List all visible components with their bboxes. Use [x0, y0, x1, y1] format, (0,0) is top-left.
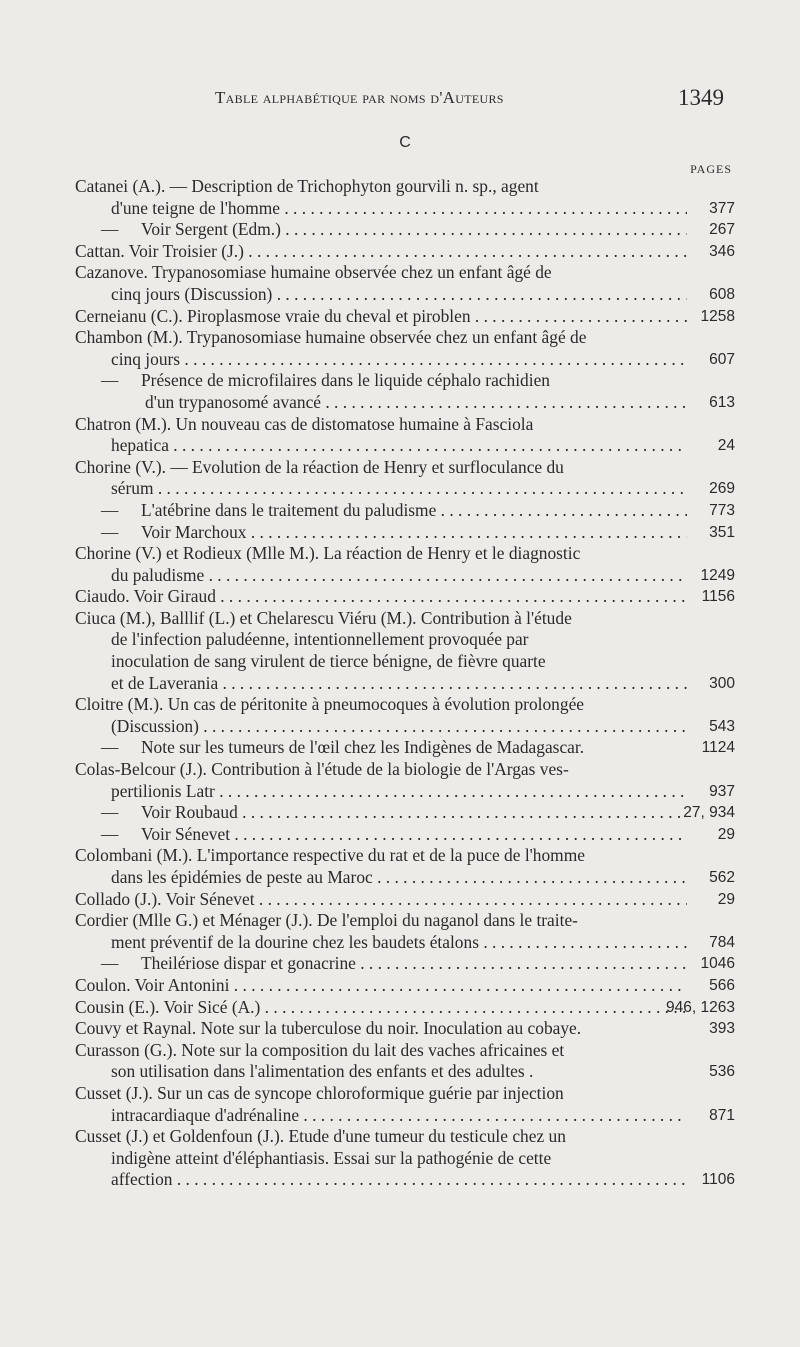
index-entry	[75, 953, 735, 975]
entry-line	[75, 889, 687, 911]
entry-line	[75, 565, 687, 587]
entry-page-ref: 1249	[700, 566, 735, 584]
entry-line	[75, 1169, 687, 1191]
entry-text: cinq jours (Discussion)	[111, 283, 273, 304]
entry-line	[75, 478, 687, 500]
entry-text: pertilionis Latr	[111, 780, 215, 801]
entry-line	[75, 500, 687, 522]
entry-text: Voir Sénevet	[141, 823, 231, 844]
entry-text: Curasson (G.). Note sur la composition du lait des vaches africaines et	[75, 1039, 565, 1060]
index-entry	[75, 1083, 735, 1126]
entry-line	[75, 737, 687, 759]
index-entry	[75, 543, 735, 586]
entry-line	[75, 370, 687, 392]
entry-text: Cattan. Voir Troisier (J.)	[75, 240, 244, 261]
entry-text: inoculation de sang virulent de tierce bénigne, de fièvre quarte	[111, 651, 546, 672]
index-entry	[75, 845, 735, 888]
ditto-dash: —	[101, 802, 119, 823]
entry-line	[75, 867, 687, 889]
index-entry	[75, 522, 735, 544]
entry-line	[75, 629, 687, 651]
entry-line	[75, 910, 687, 932]
entry-text: Cloitre (M.). Un cas de péritonite à pneumocoques à évolution prolongée	[75, 694, 585, 715]
entry-line	[75, 414, 687, 436]
entry-text: d'une teigne de l'homme	[111, 197, 281, 218]
entry-page-ref: 1156	[701, 588, 735, 606]
section-letter: C	[399, 134, 411, 151]
entry-text: Cerneianu (C.). Piroplasmose vraie du cheval et piroblen	[75, 305, 471, 326]
entry-page-ref: 1258	[700, 307, 735, 325]
ditto-dash: —	[101, 219, 119, 240]
index-entry	[75, 219, 735, 241]
entry-line	[75, 1148, 687, 1170]
entry-line	[75, 997, 687, 1019]
entry-text: Chorine (V.) et Rodieux (Mlle M.). La réaction de Henry et le diagnostic	[75, 543, 581, 564]
entry-line	[75, 1083, 687, 1105]
entry-line	[75, 198, 687, 220]
entry-line	[75, 176, 687, 198]
entry-line	[75, 975, 687, 997]
entry-text: Cusset (J.) et Goldenfoun (J.). Etude d'une tumeur du testicule chez un	[75, 1126, 566, 1147]
entry-line	[75, 522, 687, 544]
index-entry	[75, 997, 735, 1019]
entry-page-ref: 543	[709, 717, 735, 735]
index-entry	[75, 1040, 735, 1083]
index-entry	[75, 759, 735, 802]
ditto-dash: —	[101, 499, 119, 520]
entry-line	[75, 306, 687, 328]
entry-page-ref: 562	[709, 869, 735, 886]
entry-page-ref: 24	[717, 437, 735, 455]
entry-line	[75, 673, 687, 695]
running-title: Table alphabétique par noms d'Auteurs	[215, 88, 504, 107]
index-entry	[75, 910, 735, 953]
entry-text: L'atébrine dans le traitement du paludisme	[141, 499, 437, 520]
entry-page-ref: 393	[709, 1020, 735, 1038]
entry-text: Couvy et Raynal. Note sur la tuberculose du noir. Inoculation au cobaye.	[75, 1018, 582, 1039]
entry-page-ref: 1106	[701, 1171, 735, 1189]
entry-text: Chatron (M.). Un nouveau cas de distomatose humaine à Fasciola	[75, 413, 534, 434]
index-entry	[75, 1018, 735, 1040]
entry-line	[75, 608, 687, 630]
index-entry	[75, 802, 735, 824]
entry-page-ref: 871	[709, 1106, 735, 1124]
entry-text: Voir Sergent (Edm.)	[141, 219, 281, 240]
entry-line	[75, 953, 687, 975]
entry-line	[75, 435, 687, 457]
ditto-dash: —	[101, 737, 119, 758]
entry-text: d'un trypanosomé avancé	[145, 391, 322, 412]
entry-text: Voir Marchoux	[141, 521, 247, 542]
entry-text: intracardiaque d'adrénaline	[111, 1104, 300, 1125]
entry-page-ref: 946, 1263	[666, 998, 735, 1016]
entry-line	[75, 845, 687, 867]
entry-page-ref: 346	[709, 242, 735, 260]
entry-text: hepatica	[111, 435, 169, 456]
index-entry	[75, 737, 735, 759]
entry-text: Chorine (V.). — Evolution de la réaction de Henry et surfloculance du	[75, 456, 564, 477]
entry-text: ment préventif de la dourine chez les baudets étalons	[111, 931, 479, 952]
index-entry	[75, 414, 735, 457]
entry-page-ref: 300	[709, 674, 735, 692]
entry-line	[75, 1018, 687, 1040]
index-entry	[75, 457, 735, 500]
pages-column-label: PAGES	[690, 162, 732, 176]
entry-text: Theilériose dispar et gonacrine	[141, 953, 356, 974]
entry-text: et de Laverania	[111, 672, 219, 693]
entry-text: Cousin (E.). Voir Sicé (A.)	[75, 996, 261, 1017]
entry-text: Coulon. Voir Antonini	[75, 974, 230, 995]
index-entry	[75, 262, 735, 305]
index-entry	[75, 327, 735, 370]
entry-text: Présence de microfilaires dans le liquide céphalo rachidien	[141, 370, 550, 391]
entry-line	[75, 824, 687, 846]
index-entry	[75, 306, 735, 328]
entry-line	[75, 716, 687, 738]
entry-page-ref: 29	[717, 825, 735, 843]
entry-text: sérum	[111, 478, 154, 499]
ditto-dash: —	[101, 953, 119, 974]
entry-page-ref: 1046	[700, 955, 735, 973]
entry-line	[75, 586, 687, 608]
entry-text: cinq jours	[111, 348, 181, 369]
index-entry	[75, 500, 735, 522]
index-entry	[75, 1126, 735, 1191]
entry-line	[75, 241, 687, 263]
entry-text: Chambon (M.). Trypanosomiase humaine observée chez un enfant âgé de	[75, 327, 587, 348]
entry-text: affection	[111, 1169, 173, 1190]
entry-line	[75, 262, 687, 284]
entry-line	[75, 651, 687, 673]
entry-text: Collado (J.). Voir Sénevet	[75, 888, 255, 909]
entry-line	[75, 1040, 687, 1062]
entry-text: (Discussion)	[111, 715, 199, 736]
entry-page-ref: 613	[709, 393, 735, 411]
entry-page-ref: 1124	[701, 739, 735, 757]
entry-text: Note sur les tumeurs de l'œil chez les Indigènes de Madagascar.	[141, 737, 585, 758]
index-entry	[75, 975, 735, 997]
entry-text: de l'infection paludéenne, intentionnellement provoquée par	[111, 629, 529, 650]
entry-line	[75, 327, 687, 349]
entry-page-ref: 937	[709, 782, 735, 800]
index-entry	[75, 370, 735, 413]
index-entry	[75, 608, 735, 694]
entry-line	[75, 781, 687, 803]
index-entry	[75, 889, 735, 911]
index-entry	[75, 694, 735, 737]
entry-line	[75, 392, 687, 414]
entry-text: Ciuca (M.), Balllif (L.) et Chelarescu Viéru (M.). Contribution à l'étude	[75, 607, 572, 628]
index-entry	[75, 586, 735, 608]
entry-page-ref: 267	[709, 221, 735, 239]
entry-line	[75, 1105, 687, 1127]
entry-line	[75, 349, 687, 371]
entry-text: du paludisme	[111, 564, 205, 585]
ditto-dash: —	[101, 823, 119, 844]
ditto-dash: —	[101, 370, 119, 391]
entry-page-ref: 27, 934	[683, 804, 735, 822]
entry-page-ref: 773	[709, 501, 735, 519]
entry-page-ref: 784	[709, 933, 735, 951]
entry-line	[75, 932, 687, 954]
entry-text: dans les épidémies de peste au Maroc	[111, 867, 373, 887]
entry-page-ref: 566	[709, 976, 735, 994]
entry-line	[75, 457, 687, 479]
entry-line	[75, 802, 687, 824]
running-head	[0, 85, 800, 118]
entry-text: Catanei (A.). — Description de Trichophyton gourvili n. sp., agent	[75, 176, 539, 196]
entry-page-ref: 269	[709, 480, 735, 498]
entry-text: Voir Roubaud	[141, 802, 238, 823]
entry-line	[75, 1061, 687, 1083]
entry-text: indigène atteint d'éléphantiasis. Essai sur la pathogénie de cette	[111, 1147, 552, 1168]
entry-line	[75, 284, 687, 306]
entry-line	[75, 1126, 687, 1148]
author-index-list	[75, 176, 735, 1191]
entry-page-ref: 29	[717, 890, 735, 908]
index-entry	[75, 176, 735, 219]
entry-text: Colombani (M.). L'importance respective du rat et de la puce de l'homme	[75, 845, 585, 866]
entry-page-ref: 607	[709, 350, 735, 368]
entry-text: Cusset (J.). Sur un cas de syncope chloroformique guérie par injection	[75, 1082, 564, 1103]
entry-text: Cordier (Mlle G.) et Ménager (J.). De l'emploi du naganol dans le traite-	[75, 910, 578, 931]
ditto-dash: —	[101, 521, 119, 542]
page-number: 1349	[678, 85, 724, 110]
entry-text: Cazanove. Trypanosomiase humaine observée chez un enfant âgé de	[75, 262, 552, 283]
entry-page-ref: 377	[709, 199, 735, 217]
index-entry	[75, 241, 735, 263]
entry-line	[75, 219, 687, 241]
entry-page-ref: 536	[709, 1063, 735, 1081]
index-entry	[75, 824, 735, 846]
entry-page-ref: 608	[709, 285, 735, 303]
entry-page-ref: 351	[709, 523, 735, 541]
entry-line	[75, 543, 687, 565]
entry-line	[75, 694, 687, 716]
entry-text: Colas-Belcour (J.). Contribution à l'étude de la biologie de l'Argas ves-	[75, 759, 569, 780]
entry-text: Ciaudo. Voir Giraud	[75, 586, 216, 607]
entry-line	[75, 759, 687, 781]
entry-text: son utilisation dans l'alimentation des enfants et des adultes .	[111, 1061, 534, 1082]
